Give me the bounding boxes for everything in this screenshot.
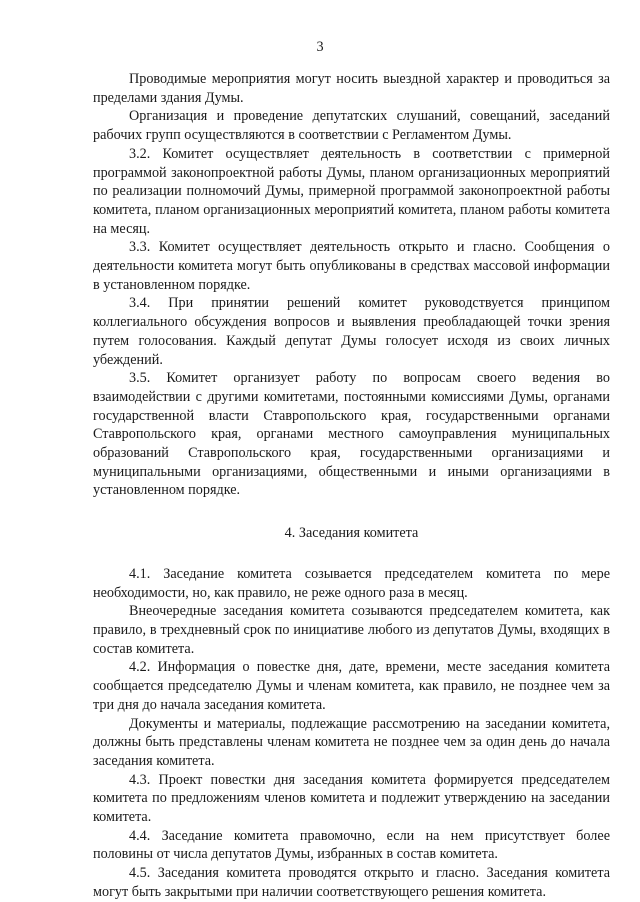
section-heading: 4. Заседания комитета	[284, 525, 419, 542]
paragraph: 3.5. Комитет организует работу по вопросам своего ведения во взаимодействии с другими комитетами, постоянными комиссиями Думы, органами государственной власти Ставропольского края, государственными органами Ставропольского края, органами местного самоуправления муниципальных образований Ставропольского края, государственными организациями и муниципальными организациями, общественными и иными организациями в установленном порядке.	[93, 370, 610, 499]
paragraph: Внеочередные заседания комитета созываются председателем комитета, как правило, в трехдневный срок по инициативе любого из депутатов Думы, входящих в состав комитета.	[93, 603, 610, 657]
paragraph: 4.5. Заседания комитета проводятся открыто и гласно. Заседания комитета могут быть закрытыми при наличии соответствующего решения комитета.	[93, 865, 610, 900]
paragraph: 3.3. Комитет осуществляет деятельность открыто и гласно. Сообщения о деятельности комитета могут быть опубликованы в средствах массовой информации в установленном порядке.	[93, 239, 610, 293]
paragraph: 4.1. Заседание комитета созывается председателем комитета по мере необходимости, но, как правило, не реже одного раза в месяц.	[93, 565, 610, 601]
paragraph: 4.3. Проект повестки дня заседания комитета формируется председателем комитета по предложениям членов комитета и подлежит утверждению на заседании комитета.	[93, 771, 610, 826]
paragraph: Проводимые мероприятия могут носить выездной характер и проводиться за пределами здания Думы.	[93, 71, 610, 106]
paragraph: 4.2. Информация о повестке дня, дате, времени, месте заседания комитета сообщается председателю Думы и членам комитета, как правило, не позднее чем за три дня до начала заседания комитета.	[93, 659, 610, 713]
page-number: 3	[316, 39, 324, 55]
paragraph: 3.4. При принятии решений комитет руководствуется принципом коллегиального обсуждения вопросов и выявления преобладающей точки зрения путем голосования. Каждый депутат Думы голосует исходя из своих личных убеждений.	[93, 295, 610, 368]
paragraph: Документы и материалы, подлежащие рассмотрению на заседании комитета, должны быть представлены членам комитета не позднее чем за один день до начала заседания комитета.	[93, 715, 610, 769]
document-body	[93, 70, 610, 902]
paragraph: 3.2. Комитет осуществляет деятельность в соответствии с примерной программой законопроектной работы Думы, планом организационных мероприятий по реализации полномочий Думы, примерной программой законопроектной работы комитета, планом организационных мероприятий комитета, планом работы комитета на месяц.	[93, 145, 610, 237]
paragraph: Организация и проведение депутатских слушаний, совещаний, заседаний рабочих групп осуществляются в соответствии с Регламентом Думы.	[93, 108, 610, 144]
paragraph: 4.4. Заседание комитета правомочно, если на нем присутствует более половины от числа депутатов Думы, избранных в состав комитета.	[93, 827, 610, 863]
